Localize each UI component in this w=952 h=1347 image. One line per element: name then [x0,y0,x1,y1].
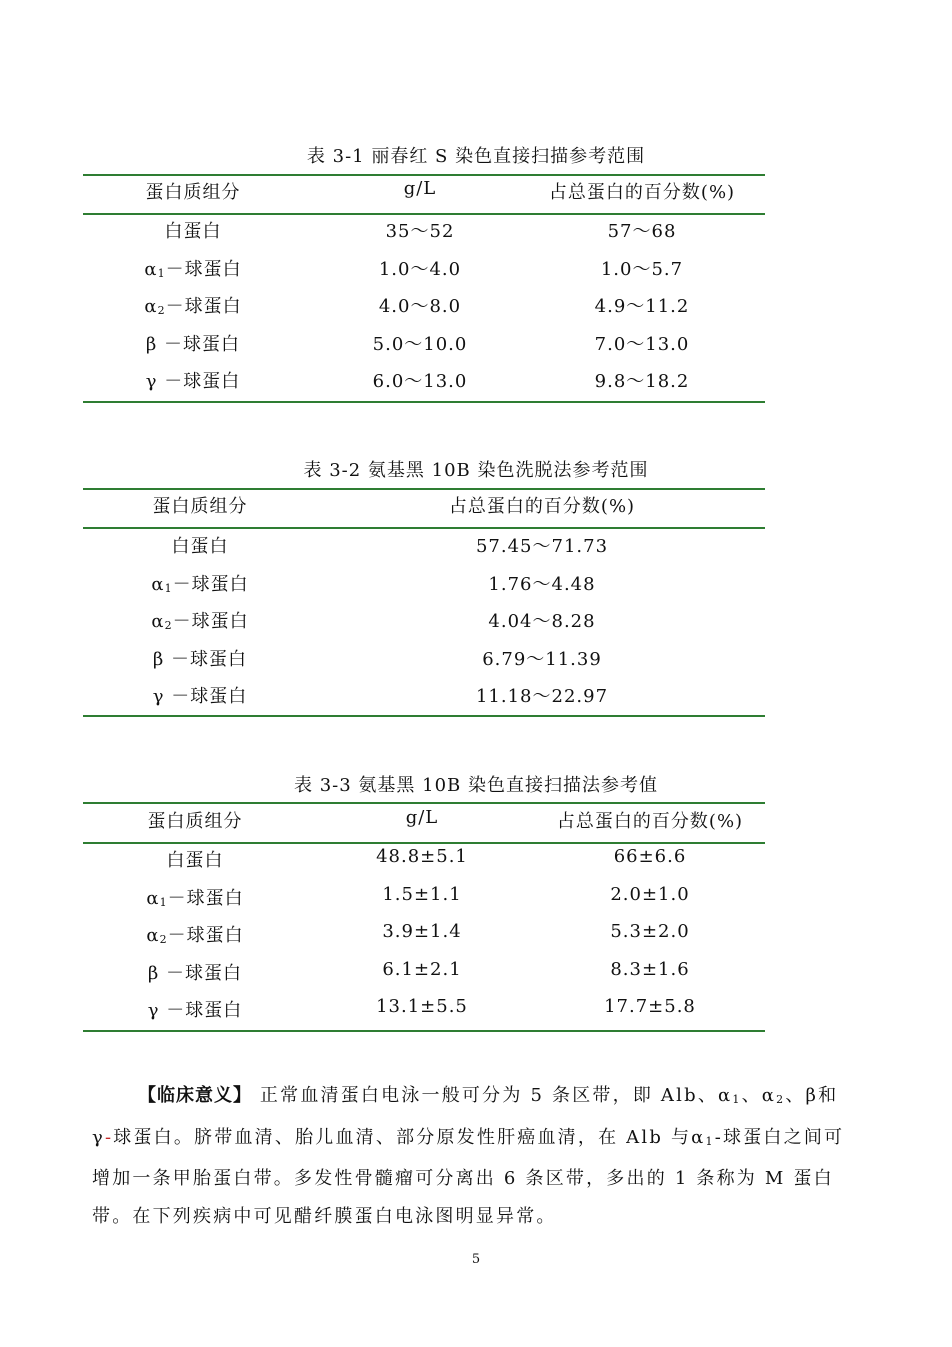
t3-cell-pct: 66±6.6 [613,846,687,867]
table1-header-pct: 占总蛋白的百分数(%) [548,182,736,203]
t3-cell-name: β －球蛋白 [147,962,243,984]
clinical-significance-paragraph [92,1077,852,1235]
t3-cell-gl: 1.5±1.1 [382,883,462,905]
para-text-4: 球蛋白。脐带血清、胎儿血清、部分原发性肝癌血清，在 Alb 与α [113,1126,706,1148]
t1-cell-name: $\alpha_2-$球蛋白 [144,296,242,317]
para-sub-3: 1 [705,1134,715,1148]
t1-cell-pct: 9.8～18.2 [594,371,690,392]
t3-cell-gl: 6.1±2.1 [382,958,462,980]
para-sub-2: 2 [776,1093,786,1106]
table3-header-pct: 占总蛋白的百分数(%) [556,811,744,832]
t1-cell-name: β －球蛋白 [145,333,241,355]
t3-cell-gl: 48.8±5.1 [376,846,468,867]
table2-header-pct: 占总蛋白的百分数(%) [448,496,636,517]
para-red-dash: - [104,1126,114,1148]
t1-cell-pct: 4.9～11.2 [594,296,690,317]
t2-cell-name: 白蛋白 [171,536,229,557]
para-text-3: 、β和 γ [92,1085,839,1148]
t2-cell-name: $\alpha_1-$球蛋白 [151,573,249,595]
table1-top-rule [83,174,765,176]
t3-cell-pct: 17.7±5.8 [604,996,696,1017]
t2-cell-pct: 57.45～71.73 [475,536,609,557]
t1-cell-gl: 35～52 [385,221,455,242]
para-text-2: 、α [741,1085,777,1106]
t3-cell-name: γ －球蛋白 [147,1000,243,1021]
table2-top-rule [83,488,765,490]
t3-cell-name: $\alpha_1-$球蛋白 [146,887,244,909]
table3-caption: 表 3-3 氨基黑 10B 染色直接扫描法参考值 [293,775,658,796]
table2-bottom-rule [83,715,765,717]
table2-header-rule [83,527,765,529]
clinical-significance-heading: 【临床意义】 [138,1085,252,1106]
table3-header-gl: g/L [405,807,439,828]
table1-header-gl: g/L [403,178,437,199]
para-sub-1: 1 [732,1093,742,1106]
table3-top-rule [83,802,765,804]
t1-cell-name: 白蛋白 [164,221,222,242]
t1-cell-gl: 4.0～8.0 [378,296,462,317]
t1-cell-pct: 1.0～5.7 [600,258,684,280]
t1-cell-gl: 6.0～13.0 [372,371,468,392]
t2-cell-name: $\alpha_2-$球蛋白 [151,611,249,632]
t1-cell-gl: 1.0～4.0 [378,258,462,280]
t3-cell-pct: 2.0±1.0 [610,883,690,905]
t2-cell-name: β －球蛋白 [152,648,248,670]
t3-cell-name: 白蛋白 [166,850,224,871]
table3-header-component: 蛋白质组分 [147,811,243,832]
table3-bottom-rule [83,1030,765,1032]
t3-cell-pct: 8.3±1.6 [610,958,690,980]
t1-cell-pct: 57～68 [607,221,677,242]
t2-cell-name: γ －球蛋白 [152,686,248,707]
page-number: 5 [471,1252,481,1267]
table3-header-rule [83,842,765,844]
t2-cell-pct: 1.76～4.48 [488,573,596,595]
t2-cell-pct: 4.04～8.28 [488,611,596,632]
t1-cell-name: $\alpha_1-$球蛋白 [144,258,242,280]
para-text-5: -球蛋白之间可增加一条甲胎蛋白带。多发性骨髓瘤可分离出 6 条区带，多出的 1 条称为 M 蛋白带。在下列疾病中可见醋纤膜蛋白电泳图明显异常。 [92,1126,845,1227]
table1-caption: 表 3-1 丽春红 S 染色直接扫描参考范围 [306,146,646,167]
t2-cell-pct: 11.18～22.97 [475,686,609,707]
para-text-1: 正常血清蛋白电泳一般可分为 5 条区带，即 Alb、α [259,1085,733,1106]
t3-cell-name: $\alpha_2-$球蛋白 [146,925,244,946]
t1-cell-gl: 5.0～10.0 [372,333,468,355]
table2-header-component: 蛋白质组分 [152,496,248,517]
t3-cell-gl: 3.9±1.4 [382,921,462,942]
t1-cell-name: γ －球蛋白 [145,371,241,392]
table1-header-rule [83,213,765,215]
t3-cell-pct: 5.3±2.0 [610,921,690,942]
table2-caption: 表 3-2 氨基黑 10B 染色洗脱法参考范围 [303,460,649,481]
table1-header-component: 蛋白质组分 [145,182,241,203]
table1-bottom-rule [83,401,765,403]
t1-cell-pct: 7.0～13.0 [594,333,690,355]
t2-cell-pct: 6.79～11.39 [482,648,602,670]
t3-cell-gl: 13.1±5.5 [376,996,468,1017]
